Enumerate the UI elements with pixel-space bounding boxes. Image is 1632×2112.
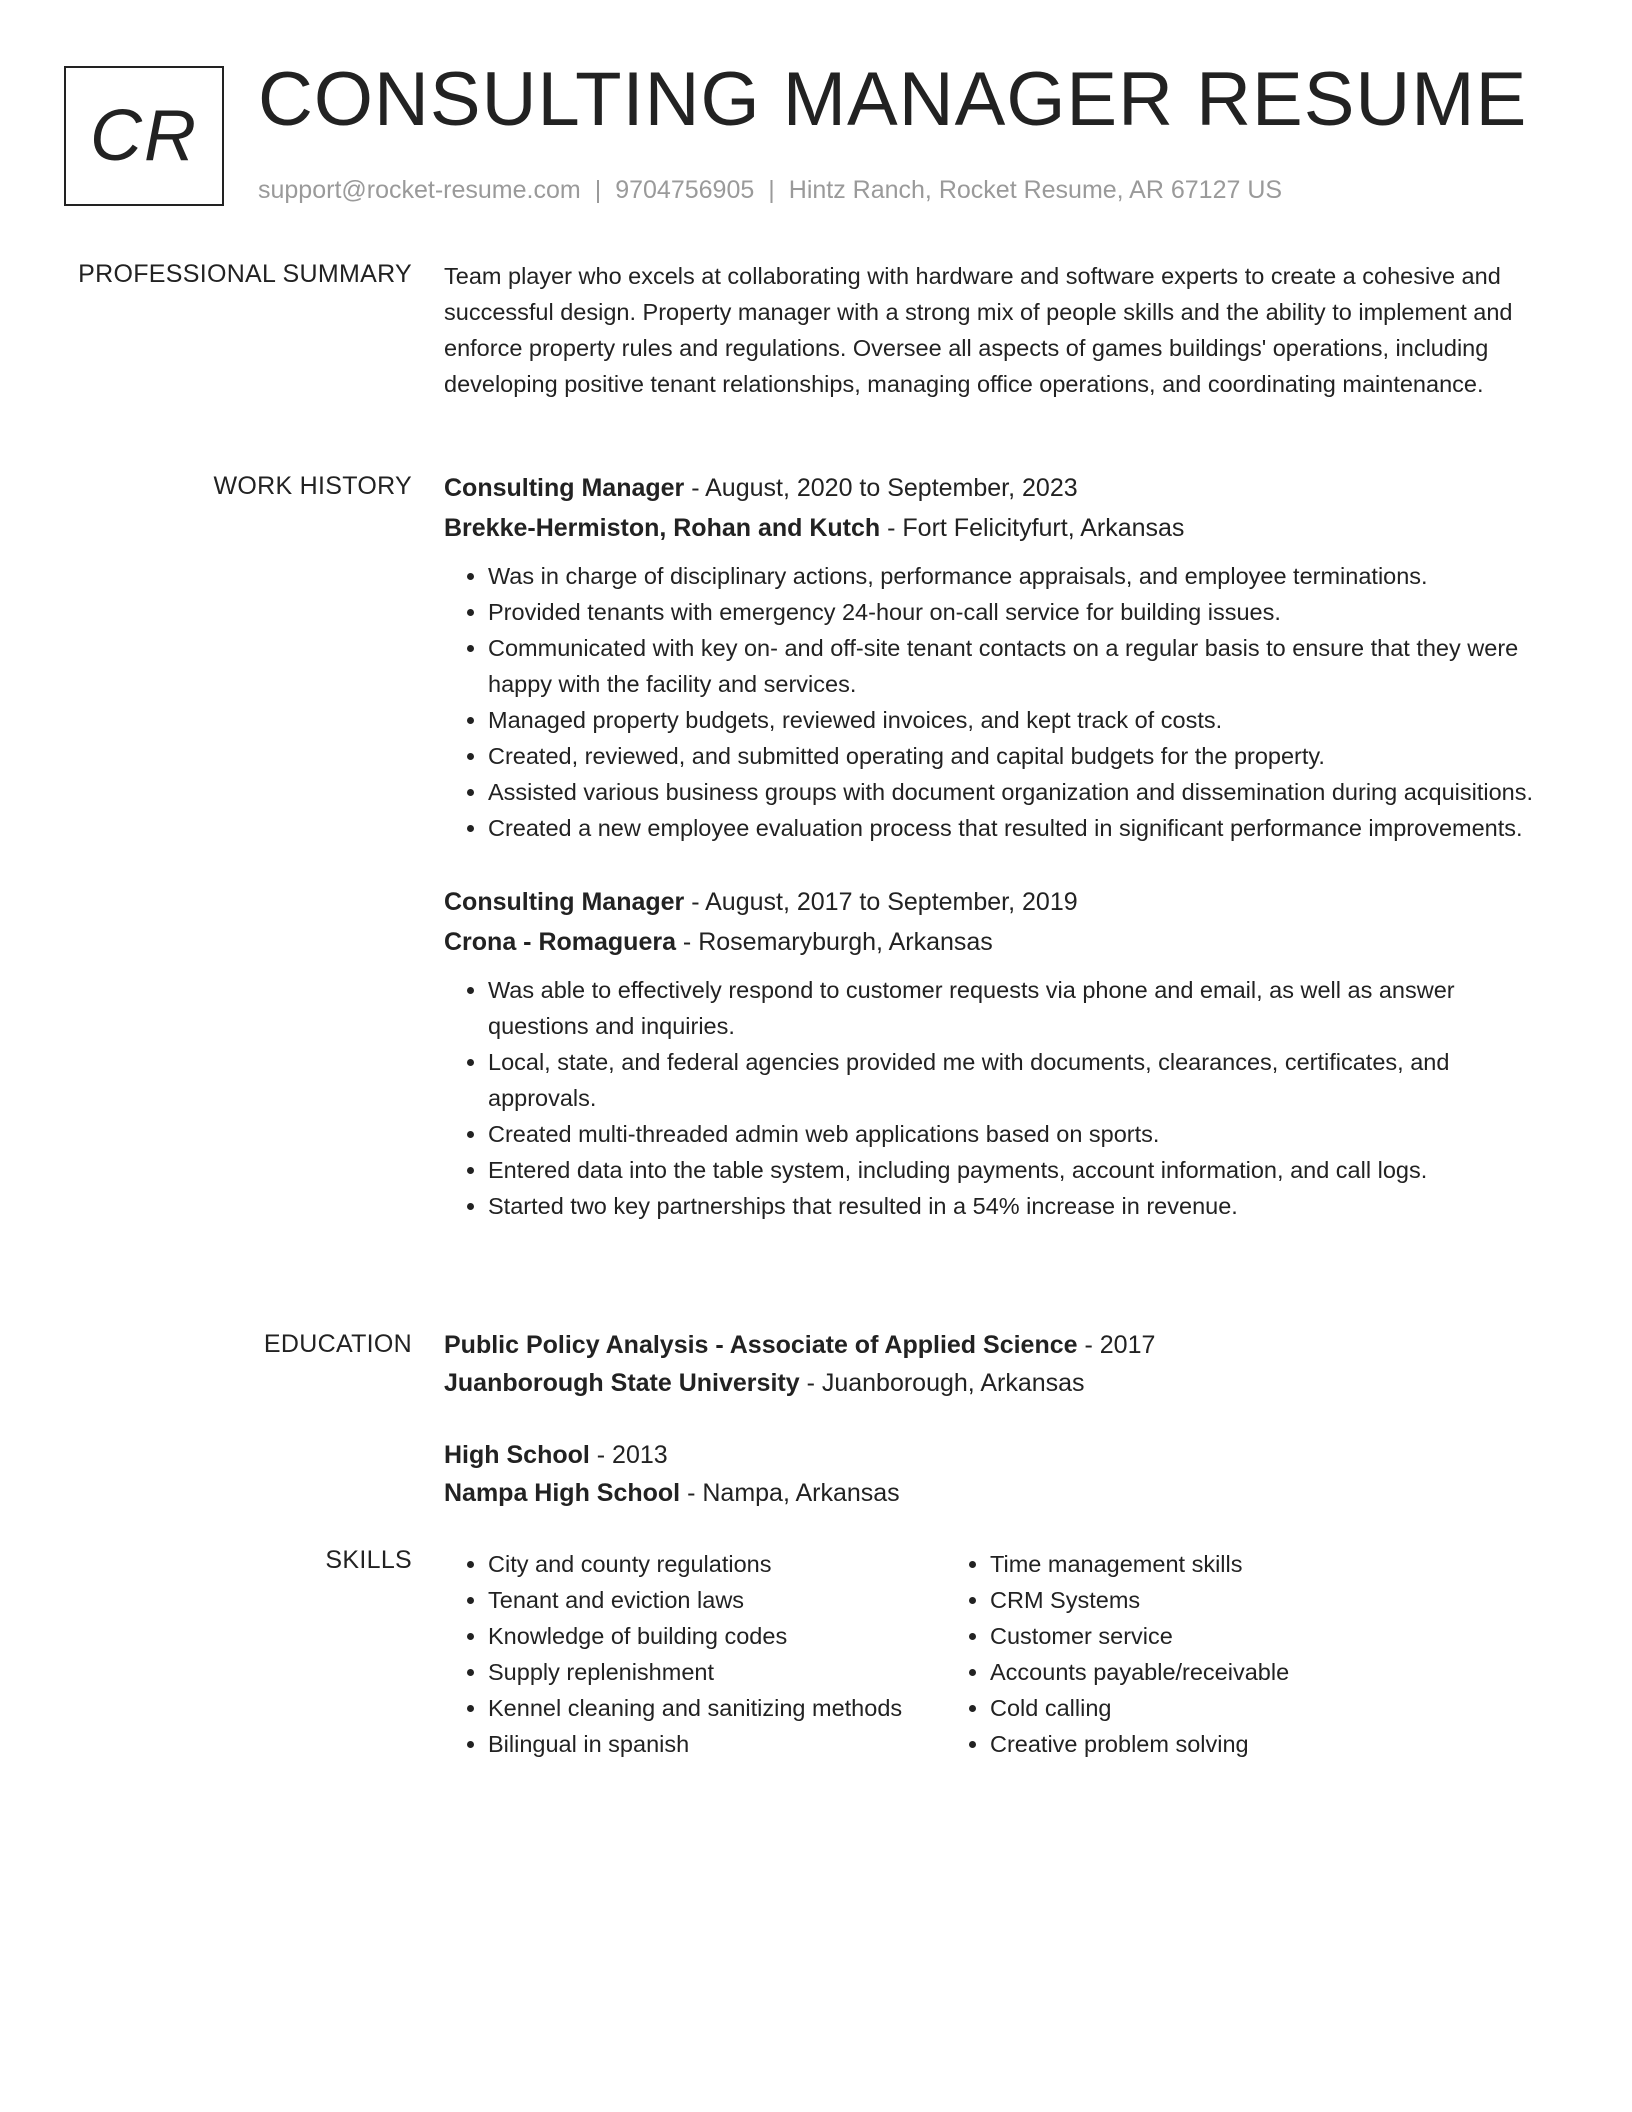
job-bullet: • Was able to effectively respond to customer requests via phone and email, as well as answer questions and inquiries. xyxy=(488,972,1559,1044)
job-title: Consulting Manager xyxy=(444,888,685,916)
education-entry xyxy=(444,1436,1559,1512)
contact-line xyxy=(258,176,1282,205)
job-title: Consulting Manager xyxy=(444,474,685,502)
skill-item: • Supply replenishment xyxy=(488,1654,946,1690)
contact-address: Hintz Ranch, Rocket Resume, AR 67127 US xyxy=(788,176,1283,204)
skill-item: • Customer service xyxy=(990,1618,1448,1654)
skills-list-right xyxy=(946,1546,1448,1762)
job-entry xyxy=(444,468,1559,846)
monogram-badge xyxy=(64,66,224,206)
education-degree-line xyxy=(444,1436,1559,1474)
job-bullet: • Created multi-threaded admin web applications based on sports. xyxy=(488,1116,1559,1152)
education-year: - 2017 xyxy=(1077,1331,1156,1359)
skills-columns xyxy=(444,1546,1559,1762)
job-company: Brekke-Hermiston, Rohan and Kutch xyxy=(444,514,881,542)
education-entry xyxy=(444,1326,1559,1402)
education-year: - 2013 xyxy=(589,1441,668,1469)
work-history-label: WORK HISTORY xyxy=(213,472,412,500)
job-bullets xyxy=(444,972,1559,1224)
contact-separator: | xyxy=(594,176,602,204)
skill-item: • Bilingual in spanish xyxy=(488,1726,946,1762)
monogram-text: CR xyxy=(90,96,198,176)
job-bullet: • Provided tenants with emergency 24-hour on-call service for building issues. xyxy=(488,594,1559,630)
contact-email: support@rocket-resume.com xyxy=(258,176,581,204)
skill-item: • Tenant and eviction laws xyxy=(488,1582,946,1618)
job-location: - Rosemaryburgh, Arkansas xyxy=(675,928,993,956)
job-location: - Fort Felicityfurt, Arkansas xyxy=(880,514,1185,542)
education-body xyxy=(444,1326,1559,1546)
job-bullet: • Local, state, and federal agencies provided me with documents, clearances, certificates, and approvals. xyxy=(488,1044,1559,1116)
resume-title: CONSULTING MANAGER RESUME xyxy=(258,57,1528,142)
job-bullet: • Entered data into the table system, including payments, account information, and call logs. xyxy=(488,1152,1559,1188)
education-school-line xyxy=(444,1364,1559,1402)
job-dates: - August, 2017 to September, 2019 xyxy=(684,888,1078,916)
job-entry xyxy=(444,882,1559,1224)
education-school: Nampa High School xyxy=(444,1479,681,1507)
job-bullet: • Communicated with key on- and off-site tenant contacts on a regular basis to ensure that they were happy with the facility and services. xyxy=(488,630,1559,702)
job-title-line xyxy=(444,468,1559,508)
job-bullet: • Was in charge of disciplinary actions, performance appraisals, and employee terminations. xyxy=(488,558,1559,594)
education-degree: High School xyxy=(444,1441,590,1469)
education-degree-line xyxy=(444,1326,1559,1364)
skills-body xyxy=(444,1546,1559,1762)
skill-item: • Kennel cleaning and sanitizing methods xyxy=(488,1690,946,1726)
skills-list-left xyxy=(444,1546,946,1762)
skill-item: • CRM Systems xyxy=(990,1582,1448,1618)
job-title-line xyxy=(444,882,1559,922)
skill-item: • Accounts payable/receivable xyxy=(990,1654,1448,1690)
job-company-line xyxy=(444,508,1559,548)
work-history-body xyxy=(444,468,1559,1260)
summary-body xyxy=(444,258,1559,402)
contact-phone: 9704756905 xyxy=(615,176,755,204)
summary-text: Team player who excels at collaborating with hardware and software experts to create a cohesive and successful design. Property manager with a strong mix of people skills and the ability to implement and enforce property rules and regulations. Oversee all aspects of games buildings' operations, including developing positive tenant relationships, managing office operations, and coordinating maintenance. xyxy=(444,263,1513,397)
skill-item: • Time management skills xyxy=(990,1546,1448,1582)
education-location: - Nampa, Arkansas xyxy=(680,1479,900,1507)
job-company: Crona - Romaguera xyxy=(444,928,676,956)
skill-item: • Cold calling xyxy=(990,1690,1448,1726)
job-company-line xyxy=(444,922,1559,962)
job-bullet: • Created, reviewed, and submitted operating and capital budgets for the property. xyxy=(488,738,1559,774)
education-school: Juanborough State University xyxy=(444,1369,800,1397)
job-bullet: • Managed property budgets, reviewed invoices, and kept track of costs. xyxy=(488,702,1559,738)
skill-item: • Creative problem solving xyxy=(990,1726,1448,1762)
job-bullet: • Created a new employee evaluation process that resulted in significant performance improvements. xyxy=(488,810,1559,846)
skill-item: • Knowledge of building codes xyxy=(488,1618,946,1654)
education-degree: Public Policy Analysis - Associate of Applied Science xyxy=(444,1331,1078,1359)
job-bullet: • Assisted various business groups with document organization and dissemination during acquisitions. xyxy=(488,774,1559,810)
job-bullet: • Started two key partnerships that resulted in a 54% increase in revenue. xyxy=(488,1188,1559,1224)
education-location: - Juanborough, Arkansas xyxy=(799,1369,1085,1397)
contact-separator: | xyxy=(768,176,775,204)
job-bullets xyxy=(444,558,1559,846)
skills-label: SKILLS xyxy=(325,1546,412,1574)
education-school-line xyxy=(444,1474,1559,1512)
skill-item: • City and county regulations xyxy=(488,1546,946,1582)
summary-label: PROFESSIONAL SUMMARY xyxy=(78,260,412,288)
education-label: EDUCATION xyxy=(263,1330,412,1358)
job-dates: - August, 2020 to September, 2023 xyxy=(684,474,1078,502)
